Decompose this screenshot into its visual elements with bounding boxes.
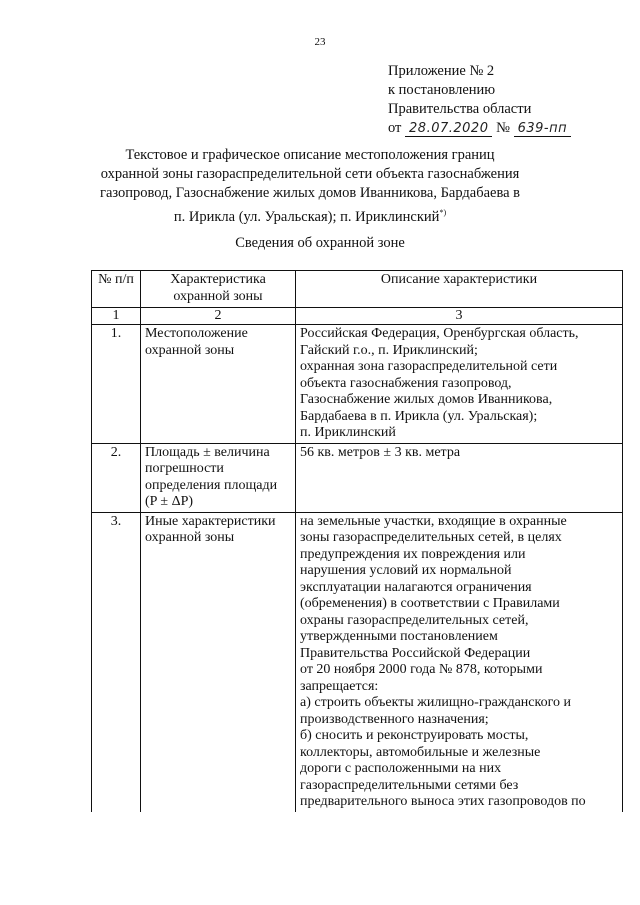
description-line: зоны газораспределительных сетей, в целях bbox=[300, 530, 562, 545]
title-line-3: газопровод, Газоснабжение жилых домов Иванникова, Бардабаева в bbox=[100, 185, 521, 201]
description-line: нарушения условий их нормальной bbox=[300, 563, 512, 578]
row-description bbox=[296, 512, 623, 812]
footnote-mark: *) bbox=[439, 208, 447, 217]
description-line: объекта газоснабжения газопровод, bbox=[300, 375, 512, 391]
description-line: газораспределительными сетями без bbox=[300, 777, 519, 793]
column-number-2: 2 bbox=[141, 308, 296, 325]
document-title bbox=[100, 146, 520, 227]
description-line: на земельные участки, входящие в охранные bbox=[300, 513, 567, 529]
row-number: 1. bbox=[92, 325, 141, 444]
table-header-row bbox=[92, 271, 623, 308]
description-line: Гайский г.о., п. Ириклинский; bbox=[300, 342, 478, 358]
page-number: 23 bbox=[314, 36, 326, 48]
description-line: утвержденными постановлением bbox=[300, 629, 498, 644]
row-number: 2. bbox=[92, 443, 141, 512]
description-line: дороги с расположенными на них bbox=[300, 761, 502, 776]
row-characteristic: Местоположение охранной зоны bbox=[141, 325, 296, 444]
description-line: охранная зона газораспределительной сети bbox=[300, 359, 558, 374]
column-number-1: 1 bbox=[92, 308, 141, 325]
description-line: (обременения) в соответствии с Правилами bbox=[300, 596, 560, 611]
row-characteristic: Площадь ± величина погрешности определения площади (P ± ΔP) bbox=[141, 443, 296, 512]
description-line: п. Ириклинский bbox=[300, 425, 396, 440]
table-column-numbers-row bbox=[92, 308, 623, 325]
table-row bbox=[92, 512, 623, 812]
date-prefix: от bbox=[388, 120, 402, 136]
title-line-4 bbox=[100, 203, 520, 227]
header-characteristic: Характеристика охранной зоны bbox=[141, 271, 296, 308]
appendix-decree-line: к постановлению bbox=[388, 82, 496, 98]
header-description: Описание характеристики bbox=[296, 271, 623, 308]
description-line: коллекторы, автомобильные и железные bbox=[300, 744, 541, 760]
description-line: 56 кв. метров ± 3 кв. метра bbox=[300, 444, 461, 460]
header-number: № п/п bbox=[92, 271, 141, 308]
table-row bbox=[92, 325, 623, 444]
decree-date: 28.07.2020 bbox=[405, 121, 492, 137]
appendix-date-line bbox=[388, 119, 571, 138]
protection-zone-table bbox=[91, 270, 623, 812]
description-line: б) сносить и реконструировать мосты, bbox=[300, 728, 529, 743]
title-line-1: Текстовое и графическое описание местоположения границ bbox=[125, 147, 495, 163]
appendix-government-line: Правительства области bbox=[388, 101, 532, 117]
row-characteristic: Иные характеристики охранной зоны bbox=[141, 512, 296, 812]
description-line: запрещается: bbox=[300, 678, 379, 694]
row-description bbox=[296, 443, 623, 512]
row-number: 3. bbox=[92, 512, 141, 812]
description-line: предупреждения их повреждения или bbox=[300, 546, 526, 562]
title-line-2: охранной зоны газораспределительной сети объекта газоснабжения bbox=[100, 166, 520, 182]
title-line-4-text: п. Ирикла (ул. Уральская); п. Ириклинский bbox=[173, 208, 440, 225]
table-row bbox=[92, 443, 623, 512]
row-description bbox=[296, 325, 623, 444]
appendix-title: Приложение № 2 bbox=[388, 63, 495, 79]
description-line: предварительного выноса этих газопроводов по bbox=[300, 794, 586, 809]
description-line: охраны газораспределительных сетей, bbox=[300, 612, 529, 628]
description-line: Правительства Российской Федерации bbox=[300, 645, 531, 661]
section-subtitle: Сведения об охранной зоне bbox=[235, 235, 405, 251]
description-line: а) строить объекты жилищно-гражданского и bbox=[300, 695, 571, 710]
decree-number: 639-пп bbox=[514, 121, 572, 137]
description-line: производственного назначения; bbox=[300, 711, 489, 727]
number-prefix: № bbox=[496, 120, 510, 136]
description-line: Российская Федерация, Оренбургская область, bbox=[300, 326, 579, 341]
description-line: от 20 ноября 2000 года № 878, которыми bbox=[300, 662, 543, 677]
appendix-block bbox=[388, 62, 571, 138]
description-line: Бардабаева в п. Ирикла (ул. Уральская); bbox=[300, 408, 538, 424]
description-line: эксплуатации налагаются ограничения bbox=[300, 579, 532, 595]
description-line: Газоснабжение жилых домов Иванникова, bbox=[300, 392, 553, 407]
column-number-3: 3 bbox=[296, 308, 623, 325]
